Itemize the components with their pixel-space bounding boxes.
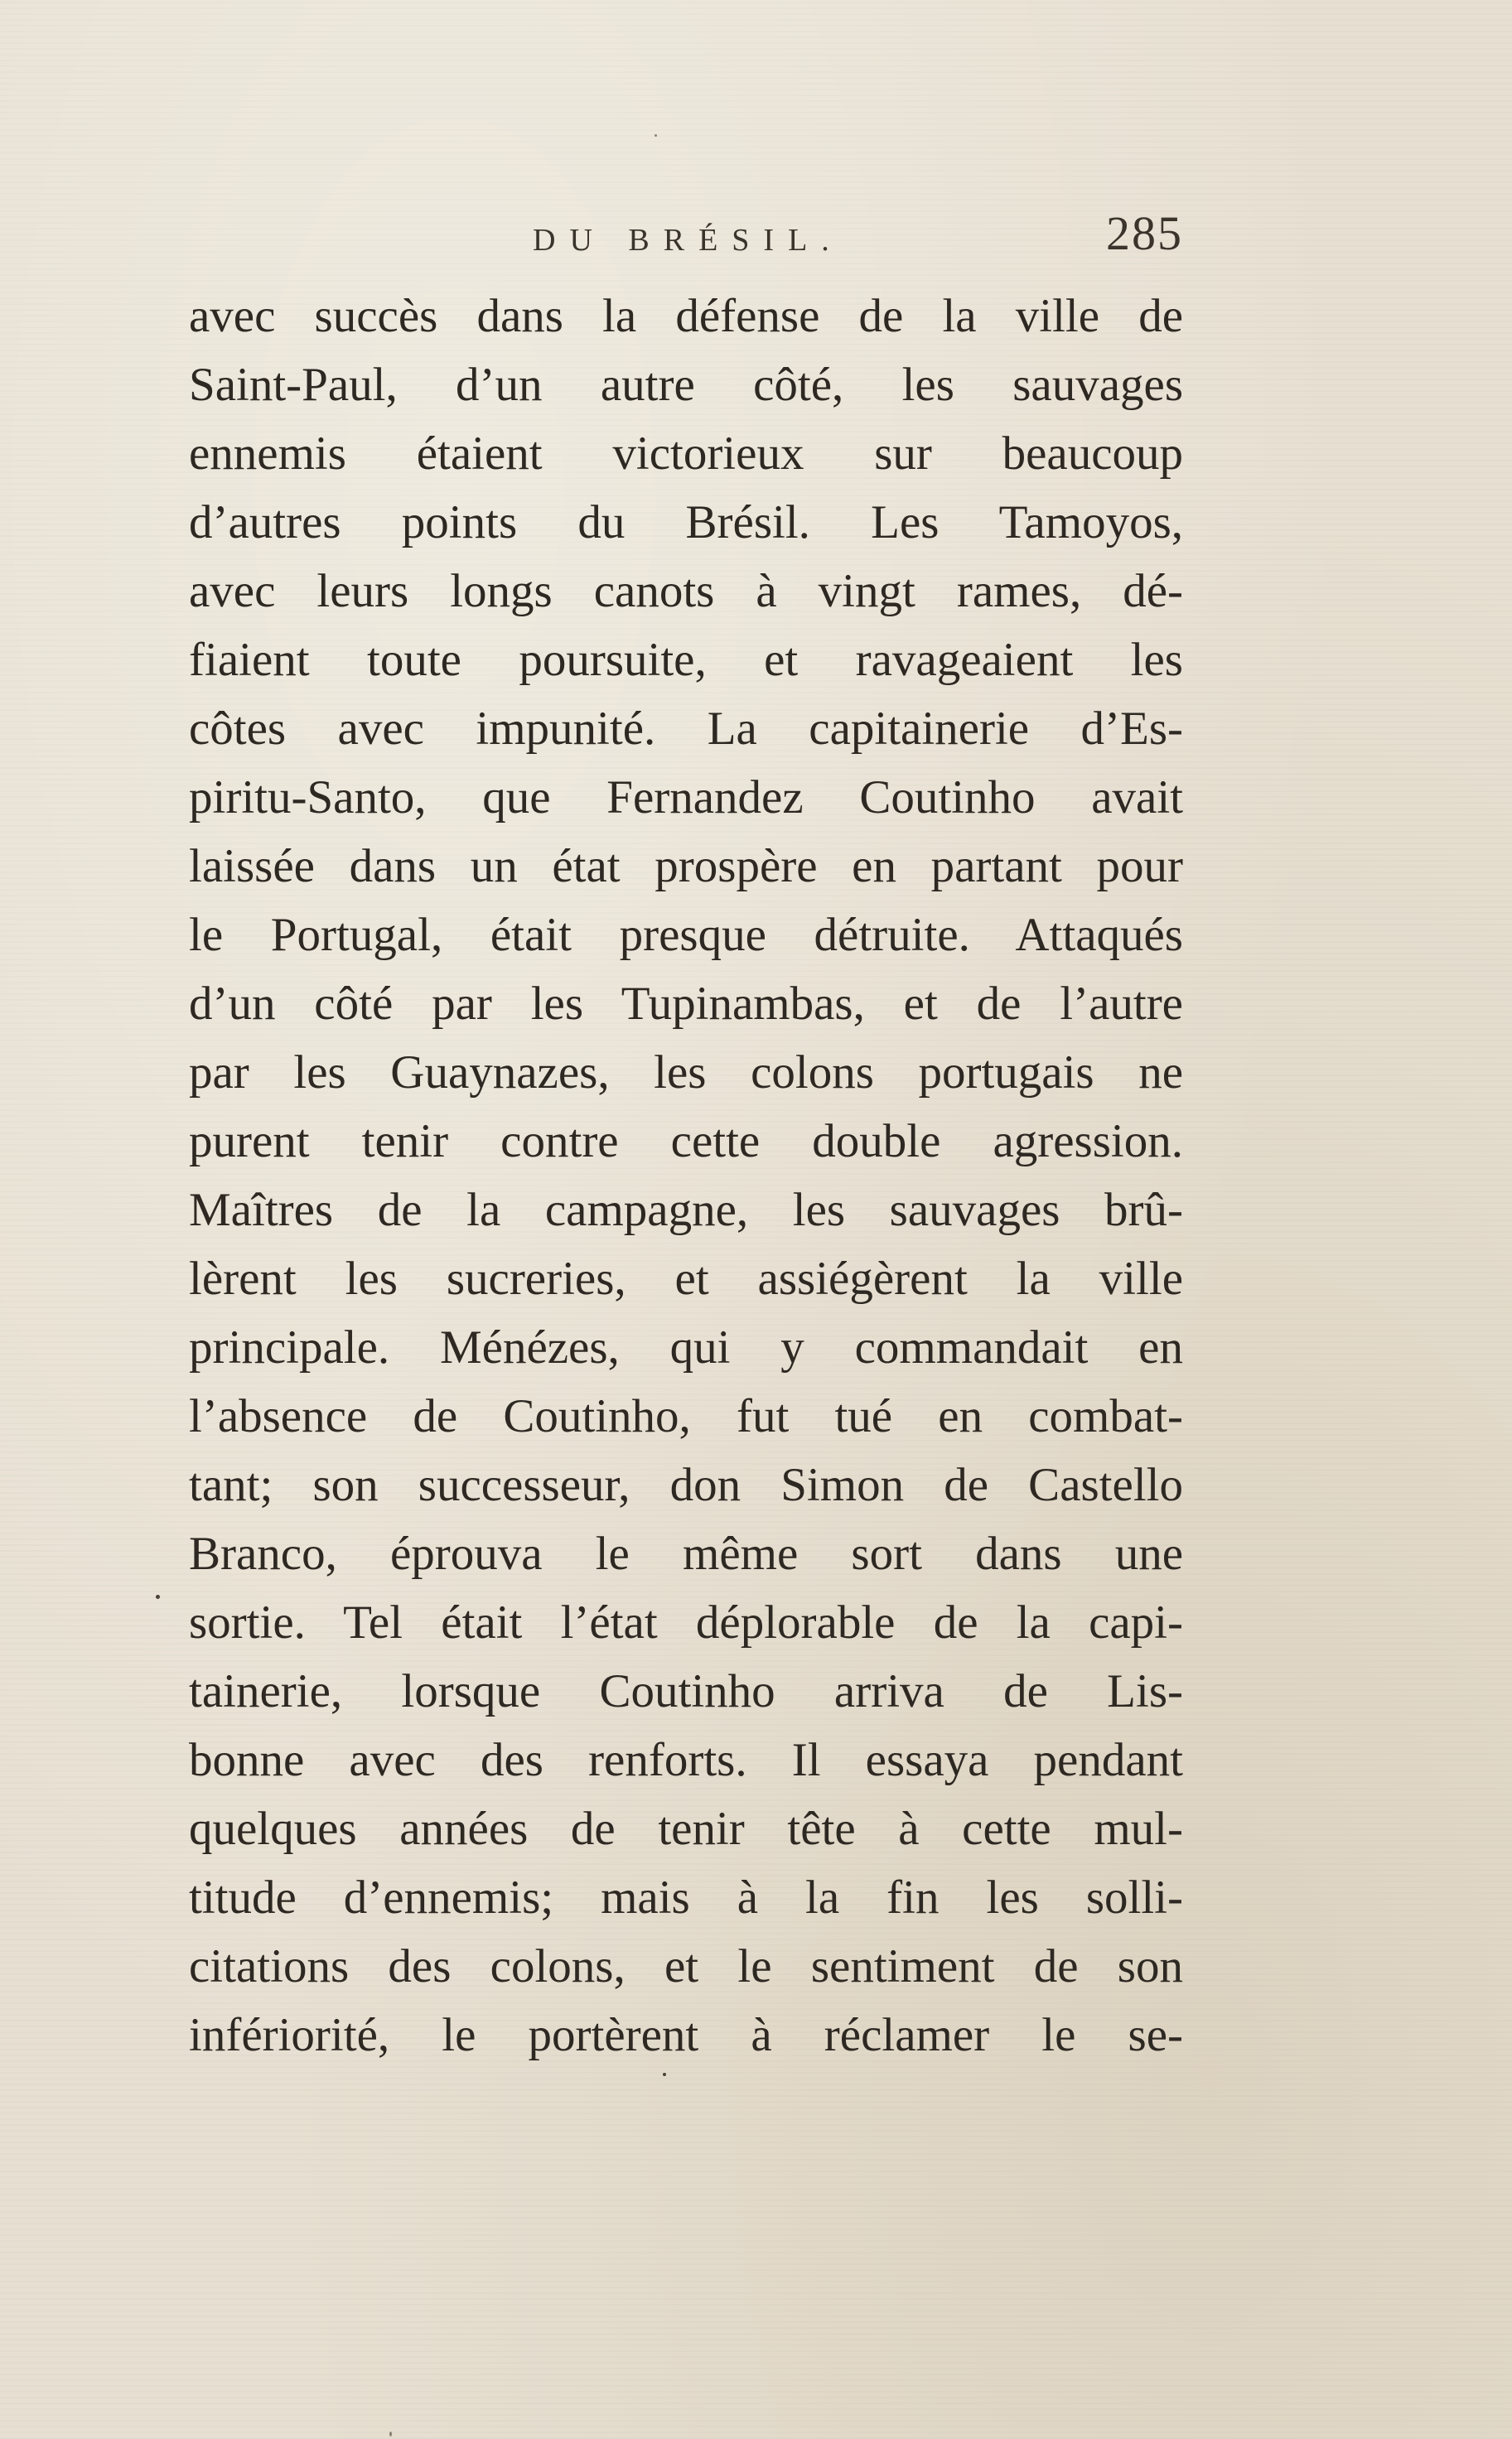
text-line: le Portugal, était presque détruite. Attaqués <box>189 909 1183 961</box>
text-line: par les Guaynazes, les colons portugais ne <box>189 1046 1183 1099</box>
text-line: fiaient toute poursuite, et ravageaient les <box>189 634 1183 686</box>
text-line: avec leurs longs canots à vingt rames, dé- <box>189 565 1183 617</box>
text-line: tainerie, lorsque Coutinho arriva de Lis- <box>189 1665 1183 1717</box>
text-line: tant; son successeur, don Simon de Castello <box>189 1459 1183 1511</box>
page-header <box>189 199 1183 265</box>
text-line: avec succès dans la défense de la ville de <box>189 290 1183 342</box>
page-number: 285 <box>1106 206 1183 260</box>
ink-speck <box>655 134 657 137</box>
text-line: piritu-Santo, que Fernandez Coutinho avait <box>189 771 1183 823</box>
text-line: citations des colons, et le sentiment de son <box>189 1940 1183 1992</box>
ink-speck <box>663 2073 666 2076</box>
body-text <box>189 282 1183 2070</box>
text-line: d’autres points du Brésil. Les Tamoyos, <box>189 496 1183 548</box>
text-line: ennemis étaient victorieux sur beaucoup <box>189 427 1183 480</box>
text-line: sortie. Tel était l’état déplorable de la capi- <box>189 1596 1183 1649</box>
text-line: l’absence de Coutinho, fut tué en combat- <box>189 1390 1183 1442</box>
text-line: quelques années de tenir tête à cette mul- <box>189 1803 1183 1855</box>
text-line: infériorité, le portèrent à réclamer le se- <box>189 2009 1183 2061</box>
text-line: lèrent les sucreries, et assiégèrent la ville <box>189 1253 1183 1305</box>
ink-speck <box>156 1595 160 1599</box>
text-line: principale. Ménézes, qui y commandait en <box>189 1321 1183 1374</box>
text-line: bonne avec des renforts. Il essaya pendant <box>189 1734 1183 1786</box>
text-line: Maîtres de la campagne, les sauvages brû- <box>189 1184 1183 1236</box>
text-line: laissée dans un état prospère en partant pour <box>189 840 1183 892</box>
text-line: titude d’ennemis; mais à la fin les solli- <box>189 1872 1183 1924</box>
text-line: côtes avec impunité. La capitainerie d’Es- <box>189 703 1183 755</box>
text-line: purent tenir contre cette double agression. <box>189 1115 1183 1167</box>
text-line: d’un côté par les Tupinambas, et de l’autre <box>189 978 1183 1030</box>
text-line: Branco, éprouva le même sort dans une <box>189 1528 1183 1580</box>
ink-speck <box>389 2432 392 2437</box>
text-line: Saint-Paul, d’un autre côté, les sauvages <box>189 359 1183 411</box>
running-title: DU BRÉSIL. <box>533 223 843 258</box>
